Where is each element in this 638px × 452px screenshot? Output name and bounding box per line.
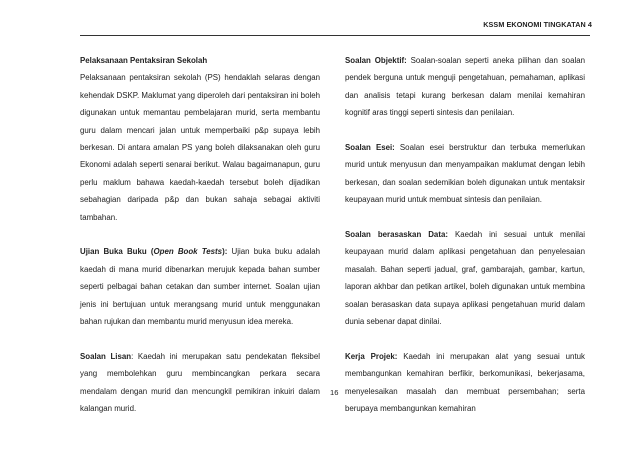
paragraph-ujian-buka-buku — [80, 243, 320, 330]
heading-suffix: ): — [222, 247, 228, 257]
paragraph-pelaksanaan — [80, 52, 320, 226]
paragraph-body: Kaedah ini merupakan satu pendekatan fleksibel yang membolehkan guru membincangkan perkara secara mendalam dengan murid dan mencungkil pemikiran inkuiri dalam kalangan murid. — [80, 351, 320, 414]
running-header: KSSM EKONOMI TINGKATAN 4 — [483, 20, 592, 29]
paragraph-heading: Kerja Projek: — [345, 351, 398, 361]
left-column — [80, 52, 320, 418]
page-number: 16 — [330, 388, 339, 397]
heading-italic: Open Book Tests — [153, 247, 223, 257]
paragraph-soalan-esei — [345, 139, 585, 209]
paragraph-heading: Soalan Lisan — [80, 351, 132, 361]
paragraph-soalan-lisan — [80, 348, 320, 418]
paragraph-body: Kaedah ini sesuai untuk menilai keupayaan murid dalam aplikasi pengetahuan dan penyelesaian masalah. Bahan seperti jadual, graf, gambarajah, gambar, kartun, laporan akhbar dan petikan artikel, boleh digunakan untuk membina soalan berasaskan data supaya aplikasi pengetahuan murid dalam dunia sebenar dapat dinilai. — [345, 230, 585, 327]
heading-text: Ujian Buka Buku ( — [80, 247, 154, 257]
paragraph-body: Pelaksanaan pentaksiran sekolah (PS) hendaklah selaras dengan kehendak DSKP. Maklumat yang diperoleh dari pentaksiran ini boleh digunakan untuk memantau pembelajaran murid, serta membantu guru dalam mencari jalan untuk memperbaiki p&p supaya lebih berkesan. Di antara amalan PS yang boleh dilaksanakan oleh guru Ekonomi adalah seperti senarai berikut. Walau bagaimanapun, guru perlu maklum bahawa kaedah-kaedah tersebut boleh dijadikan sebahagian daripada p&p dan bukan sahaja sebagai aktiviti tambahan. — [80, 73, 320, 222]
right-column — [345, 52, 585, 417]
paragraph-heading: Soalan berasaskan Data: — [345, 230, 448, 240]
paragraph-heading: Pelaksanaan Pentaksiran Sekolah — [80, 56, 208, 65]
paragraph-body: Ujian buka buku adalah kaedah di mana murid dibenarkan merujuk kepada bahan sumber seperti pelbagai bahan cetakan dan sumber internet. Soalan ujian jenis ini bertujuan untuk merangsang murid untuk menggunakan bahan rujukan dan membantu murid menyusun idea mereka. — [80, 247, 320, 327]
paragraph-soalan-data — [345, 226, 585, 330]
paragraph-soalan-objektif — [345, 52, 585, 122]
paragraph-kerja-projek — [345, 348, 585, 418]
paragraph-body: Soalan-soalan seperti aneka pilihan dan soalan pendek berguna untuk menguji pengetahuan, pemahaman, aplikasi dan analisis tetapi kurang berkesan dalam menilai kemahiran kognitif aras tinggi seperti sintesis dan penilaian. — [345, 56, 585, 118]
paragraph-heading — [80, 247, 227, 256]
paragraph-body: Soalan esei berstruktur dan terbuka memerlukan murid untuk menyusun dan menyampaikan maklumat dengan lebih berkesan, dan soalan sedemikian boleh digunakan untuk mentaksir keupayaan murid untuk membuat sintesis dan penilaian. — [345, 143, 585, 205]
paragraph-heading: Soalan Esei: — [345, 143, 395, 153]
paragraph-body: Kaedah ini merupakan alat yang sesuai untuk membangunkan kemahiran berfikir, berkomunikasi, bekerjasama, menyelesaikan masalah dan membuat persembahan; serta berupaya membangunkan kemahiran — [345, 351, 585, 414]
heading-suffix: : — [131, 351, 134, 361]
header-rule — [80, 35, 590, 36]
paragraph-heading: Soalan Objektif: — [345, 56, 407, 65]
